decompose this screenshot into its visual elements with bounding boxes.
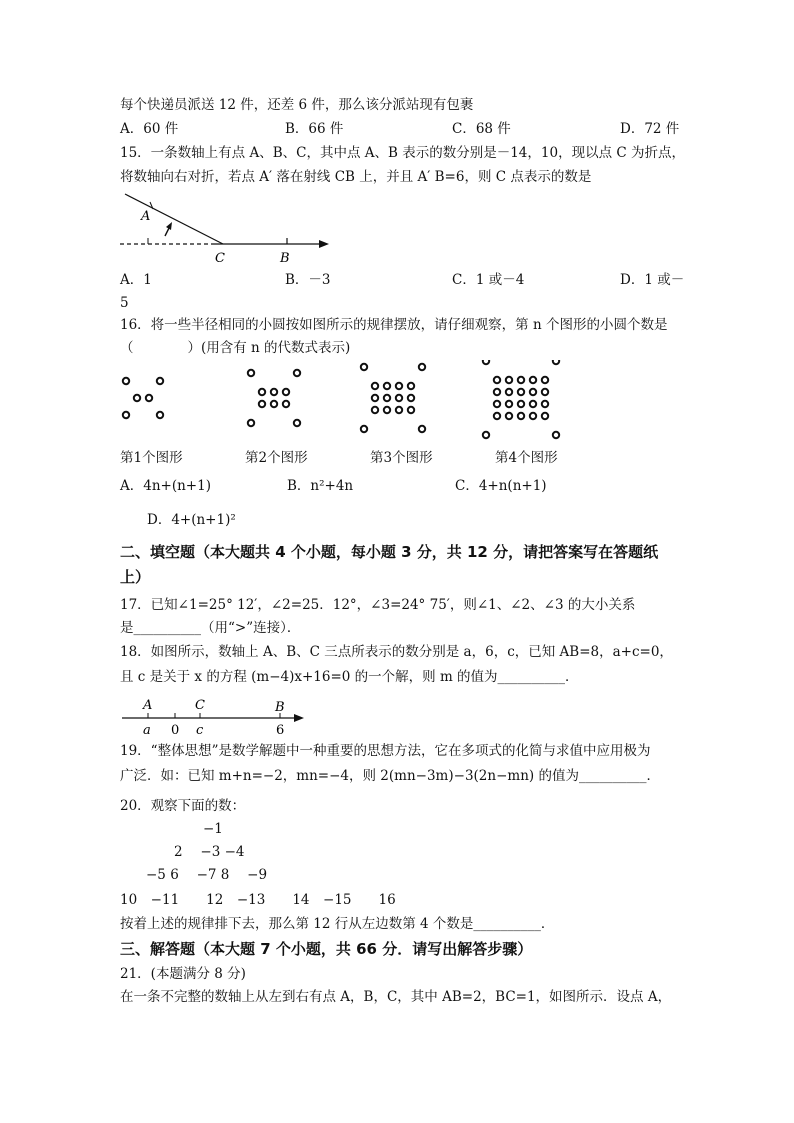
corner-circle xyxy=(419,364,425,370)
q20-row-2: 2 −3 −4 xyxy=(174,844,245,860)
grid-circle xyxy=(506,413,512,419)
q16-option-a: A．4n+(n+1) xyxy=(120,478,211,494)
grid-circle xyxy=(396,395,402,401)
grid-circle xyxy=(408,395,414,401)
grid-circle xyxy=(396,407,402,413)
q15-option-d-wrap: 5 xyxy=(120,295,129,311)
q16-text-line1: 16．将一些半径相同的小圆按如图所示的规律摆放，请仔细观察，第 n 个图形的小圆个数是 xyxy=(120,317,668,333)
q18-label-a-upper: A xyxy=(143,698,153,713)
q16-option-d: D．4+(n+1)² xyxy=(147,512,236,528)
q18-text-line2: 且 c 是关于 x 的方程 (m−4)x+16=0 的一个解，则 m 的值为__________． xyxy=(120,669,579,685)
q16-text-line2: （ ）(用含有 n 的代数式表示) xyxy=(120,340,351,356)
grid-circle xyxy=(494,377,500,383)
grid-circle xyxy=(271,389,277,395)
grid-circle xyxy=(506,389,512,395)
grid-circle xyxy=(530,377,536,383)
q18-number-line-figure xyxy=(118,693,313,737)
corner-circle xyxy=(248,370,254,376)
grid-circle xyxy=(271,401,277,407)
q20-question: 按着上述的规律排下去，那么第 12 行从左边数第 4 个数是__________． xyxy=(120,916,555,932)
q20-row-1: −1 xyxy=(203,821,223,837)
q15-label-b: B xyxy=(280,251,290,266)
grid-circle xyxy=(530,389,536,395)
q18-text-line1: 18．如图所示，数轴上 A、B、C 三点所表示的数分别是 a，6，c，已知 AB=8，a+c=0， xyxy=(120,644,673,660)
grid-circle xyxy=(494,413,500,419)
grid-circle xyxy=(372,395,378,401)
corner-circle xyxy=(157,378,163,384)
q16-caption-2: 第2个图形 xyxy=(245,450,308,466)
grid-circle xyxy=(518,377,524,383)
grid-circle xyxy=(408,383,414,389)
corner-circle xyxy=(483,360,489,364)
q15-label-c: C xyxy=(215,251,225,266)
grid-circle xyxy=(542,377,548,383)
q20-row-3: −5 6 −7 8 −9 xyxy=(146,867,268,883)
grid-circle xyxy=(542,401,548,407)
q15-option-a: A．1 xyxy=(120,272,152,288)
pattern-2 xyxy=(248,370,300,426)
grid-circle xyxy=(506,377,512,383)
grid-circle xyxy=(530,413,536,419)
q15-option-b: B．－3 xyxy=(285,272,331,288)
pattern-4 xyxy=(483,360,559,438)
grid-circle xyxy=(542,413,548,419)
q14-option-c: C．68 件 xyxy=(452,121,511,137)
q14-text: 每个快递员派送 12 件，还差 6 件，那么该分派站现有包裹 xyxy=(120,97,474,113)
q15-text-line2: 将数轴向右对折，若点 A′ 落在射线 CB 上，并且 A′ B=6，则 C 点表示的数是 xyxy=(120,169,592,185)
grid-circle xyxy=(384,407,390,413)
q15-text-line1: 15．一条数轴上有点 A、B、C，其中点 A、B 表示的数分别是－14，10，现以点 C 为折点， xyxy=(120,145,685,161)
q16-caption-3: 第3个图形 xyxy=(370,450,433,466)
grid-circle xyxy=(494,401,500,407)
grid-circle xyxy=(542,389,548,395)
q18-label-c-lower: c xyxy=(196,723,204,737)
grid-circle xyxy=(372,407,378,413)
q15-number-line-figure xyxy=(115,190,340,268)
q19-text-line2: 广泛．如：已知 m+n=−2，mn=−4，则 2(mn−3m)−3(2n−mn) 的值为__________． xyxy=(120,768,660,784)
grid-circle xyxy=(259,401,265,407)
grid-circle xyxy=(494,389,500,395)
q15-label-a: A xyxy=(141,209,151,224)
corner-circle xyxy=(419,426,425,432)
q18-label-a-lower: a xyxy=(143,723,151,737)
section2-title-line2: 上） xyxy=(120,568,151,586)
corner-circle xyxy=(248,420,254,426)
q16-circle-patterns xyxy=(118,360,578,445)
corner-circle xyxy=(553,360,559,364)
q17-text-line2: 是__________（用“>”连接）． xyxy=(120,620,301,636)
q18-label-six: 6 xyxy=(276,723,285,737)
grid-circle xyxy=(396,383,402,389)
q14-option-d: D．72 件 xyxy=(620,121,680,137)
pattern-1 xyxy=(123,378,163,418)
grid-circle xyxy=(384,395,390,401)
q21-header: 21．(本题满分 8 分) xyxy=(120,966,246,982)
corner-circle xyxy=(361,426,367,432)
pattern-3 xyxy=(361,364,425,432)
q21-text-line1: 在一条不完整的数轴上从左到右有点 A，B，C，其中 AB=2，BC=1，如图所示．设点 A， xyxy=(120,989,672,1005)
q18-label-zero: 0 xyxy=(171,723,180,737)
q18-label-b-upper: B xyxy=(275,700,285,715)
section2-title-line1: 二、填空题（本大题共 4 个小题，每小题 3 分，共 12 分，请把答案写在答题纸 xyxy=(120,543,659,561)
q16-option-c: C．4+n(n+1) xyxy=(455,478,547,494)
q15-option-c: C．1 或－4 xyxy=(452,272,525,288)
q19-text-line1: 19．“整体思想”是数学解题中一种重要的思想方法，它在多项式的化简与求值中应用极为 xyxy=(120,743,651,759)
grid-circle xyxy=(259,389,265,395)
grid-circle xyxy=(518,389,524,395)
section3-title: 三、解答题（本大题 7 个小题，共 66 分．请写出解答步骤） xyxy=(120,940,533,958)
grid-circle xyxy=(518,401,524,407)
grid-circle xyxy=(146,395,152,401)
corner-circle xyxy=(553,432,559,438)
q15-option-d: D．1 或－ xyxy=(620,272,685,288)
grid-circle xyxy=(384,383,390,389)
corner-circle xyxy=(483,432,489,438)
q14-option-b: B．66 件 xyxy=(285,121,344,137)
q20-row-4: 10 −11 12 −13 14 −15 16 xyxy=(120,892,396,908)
grid-circle xyxy=(283,389,289,395)
q14-option-a: A．60 件 xyxy=(120,121,179,137)
grid-circle xyxy=(506,401,512,407)
corner-circle xyxy=(361,364,367,370)
corner-circle xyxy=(123,412,129,418)
grid-circle xyxy=(134,395,140,401)
corner-circle xyxy=(294,370,300,376)
grid-circle xyxy=(408,407,414,413)
q16-caption-1: 第1个图形 xyxy=(120,450,183,466)
q20-intro: 20．观察下面的数： xyxy=(120,798,246,814)
corner-circle xyxy=(157,412,163,418)
grid-circle xyxy=(530,401,536,407)
grid-circle xyxy=(283,401,289,407)
corner-circle xyxy=(294,420,300,426)
q16-option-b: B．n²+4n xyxy=(287,478,354,494)
grid-circle xyxy=(372,383,378,389)
corner-circle xyxy=(123,378,129,384)
q18-label-c-upper: C xyxy=(195,698,205,713)
q16-caption-4: 第4个图形 xyxy=(495,450,558,466)
q17-text-line1: 17．已知∠1=25° 12′，∠2=25．12°，∠3=24° 75′，则∠1、∠2、∠3 的大小关系 xyxy=(120,597,636,613)
grid-circle xyxy=(518,413,524,419)
